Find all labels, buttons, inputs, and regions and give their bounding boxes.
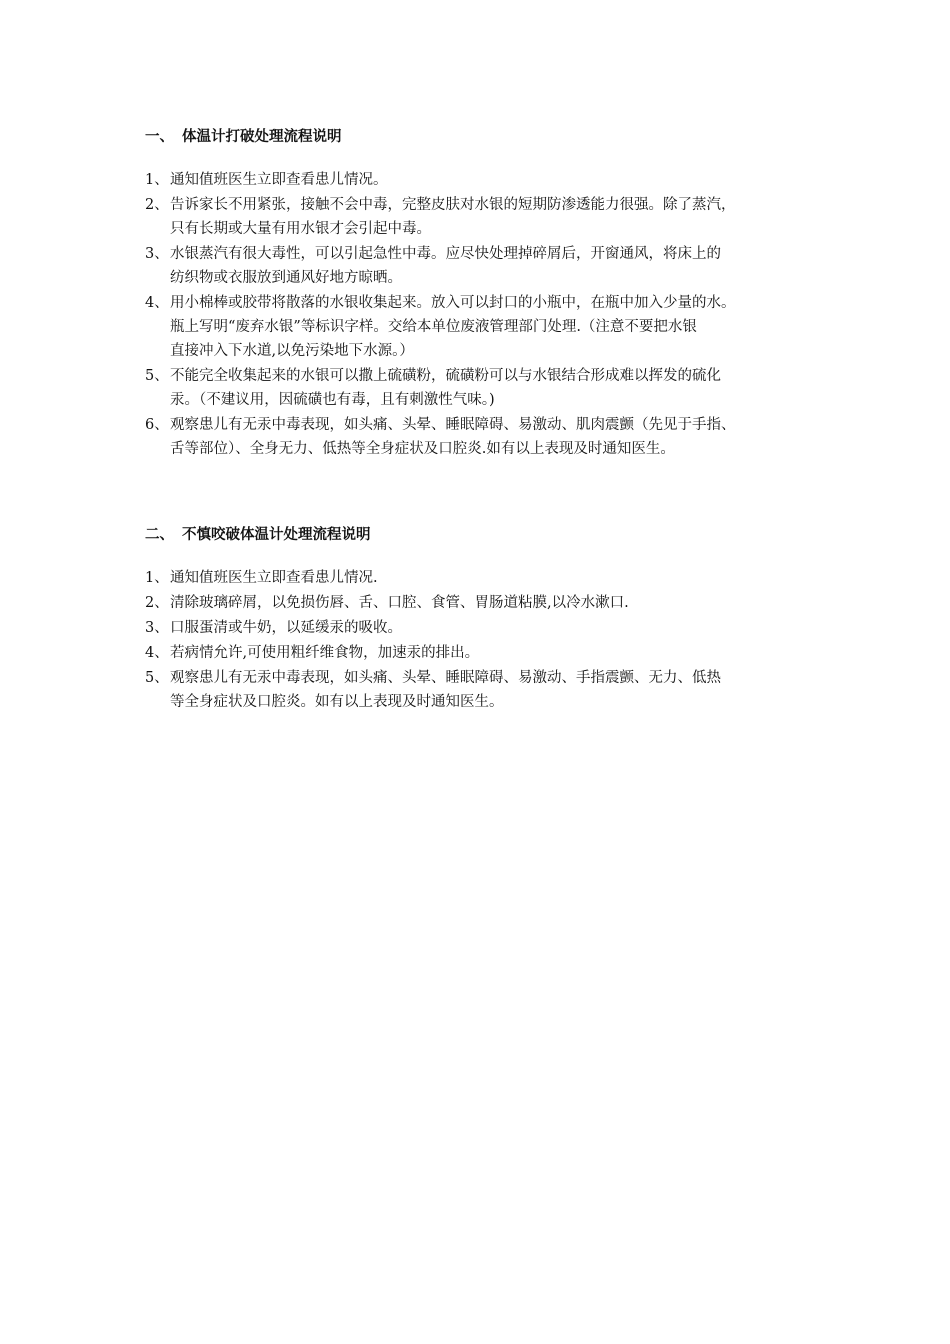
item-text: 只有长期或大量有用水银才会引起中毒。 [170,221,431,237]
list-item [145,242,835,290]
list-item [145,666,835,714]
list-item [145,291,835,363]
list-item [145,364,835,412]
section-title: 体温计打破处理流程说明 [182,129,342,145]
item-marker: 6、 [145,417,169,433]
section-mercury-thermometer-broken [145,126,835,462]
item-text: 舌等部位）、全身无力、低热等全身症状及口腔炎.如有以上表现及时通知医生。 [170,441,675,457]
section-number: 一、 [145,129,174,145]
item-text: 等全身症状及口腔炎。如有以上表现及时通知医生。 [170,694,504,710]
section-number: 二、 [145,527,174,543]
item-text: 告诉家长不用紧张，接触不会中毒，完整皮肤对水银的短期防渗透能力很强。除了蒸汽， [170,197,736,213]
item-text: 汞。（不建议用，因硫磺也有毒，且有刺激性气味。) [170,392,495,408]
item-text: 不能完全收集起来的水银可以撒上硫磺粉，硫磺粉可以与水银结合形成难以挥发的硫化 [170,368,721,384]
list-item [145,616,835,640]
procedure-list [145,566,835,714]
item-text: 清除玻璃碎屑，以免损伤唇、舌、口腔、食管、胃肠道粘膜,以冷水漱口. [170,595,629,611]
item-marker: 4、 [145,295,169,311]
item-marker: 5、 [145,368,169,384]
procedure-list [145,168,835,461]
item-text: 口服蛋清或牛奶，以延缓汞的吸收。 [170,620,402,636]
list-item [145,168,835,192]
list-item [145,413,835,461]
list-item [145,566,835,590]
section-thermometer-bitten [145,524,835,715]
item-marker: 2、 [145,197,169,213]
list-item [145,193,835,241]
item-text: 用小棉棒或胶带将散落的水银收集起来。放入可以封口的小瓶中，在瓶中加入少量的水。 [170,295,736,311]
item-marker: 1、 [145,570,169,586]
item-text: 水银蒸汽有很大毒性，可以引起急性中毒。应尽快处理掉碎屑后，开窗通风，将床上的 [170,246,721,262]
item-marker: 5、 [145,670,169,686]
section-heading [145,524,835,546]
item-text: 瓶上写明“废弃水银”等标识字样。交给本单位废液管理部门处理.（注意不要把水银 [170,319,697,335]
item-text: 纺织物或衣服放到通风好地方晾晒。 [170,270,402,286]
item-marker: 3、 [145,246,169,262]
item-marker: 3、 [145,620,169,636]
section-heading [145,126,835,148]
item-text: 通知值班医生立即查看患儿情况。 [170,172,388,188]
item-marker: 4、 [145,645,169,661]
item-text: 直接冲入下水道,以免污染地下水源。） [170,343,414,359]
section-title: 不慎咬破体温计处理流程说明 [182,527,371,543]
item-text: 观察患儿有无汞中毒表现，如头痛、头晕、睡眠障碍、易激动、肌肉震颤（先见于手指、 [170,417,736,433]
item-text: 若病情允许,可使用粗纤维食物，加速汞的排出。 [170,645,480,661]
item-text: 观察患儿有无汞中毒表现，如头痛、头晕、睡眠障碍、易激动、手指震颤、无力、低热 [170,670,721,686]
item-marker: 1、 [145,172,169,188]
list-item [145,641,835,665]
item-text: 通知值班医生立即查看患儿情况. [170,570,378,586]
item-marker: 2、 [145,595,169,611]
list-item [145,591,835,615]
